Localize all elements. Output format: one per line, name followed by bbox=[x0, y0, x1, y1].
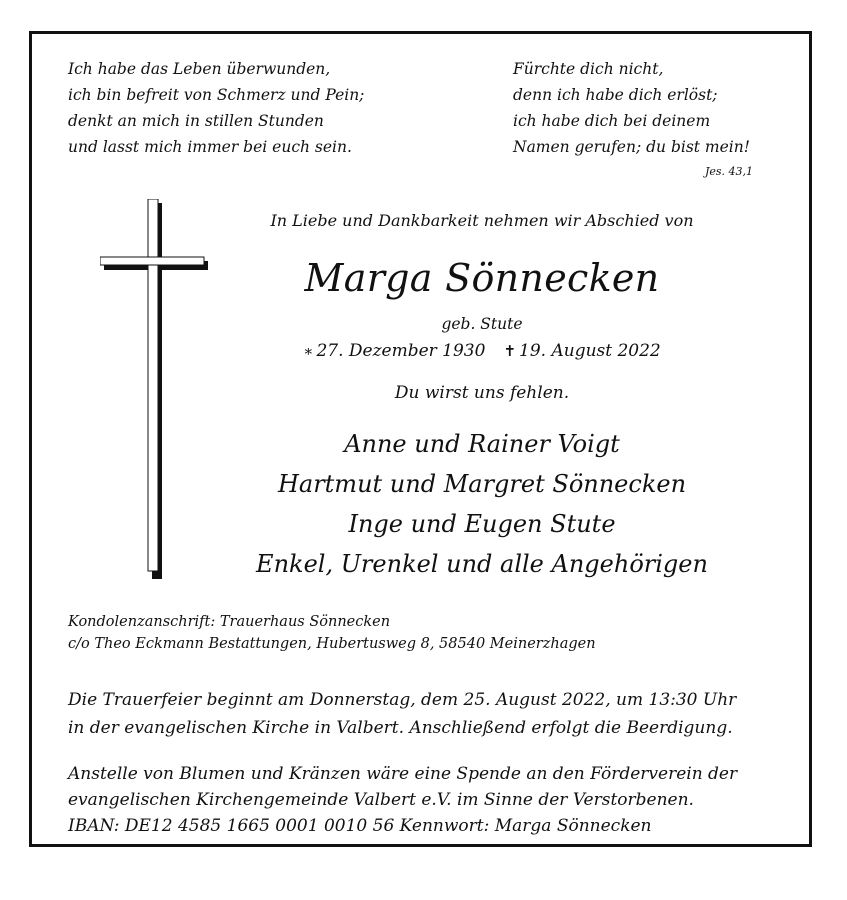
poem-right-line: denn ich habe dich erlöst; bbox=[513, 86, 718, 104]
condolence-address bbox=[68, 611, 596, 655]
born-symbol-icon: ∗ bbox=[303, 342, 314, 360]
poem-left-line: denkt an mich in stillen Stunden bbox=[68, 112, 324, 130]
poem-left bbox=[68, 56, 364, 160]
poem-left-line: und lasst mich immer bei euch sein. bbox=[68, 138, 352, 156]
ceremony-line: Die Trauerfeier beginnt am Donnerstag, dem 25. August 2022, um 13:30 Uhr bbox=[68, 690, 737, 710]
ceremony-line: in der evangelischen Kirche in Valbert. Anschließend erfolgt die Beerdigung. bbox=[68, 718, 733, 738]
mourner-line: Enkel, Urenkel und alle Angehörigen bbox=[256, 550, 708, 578]
poem-right-line: Namen gerufen; du bist mein! bbox=[513, 138, 750, 156]
poem-left-line: ich bin befreit von Schmerz und Pein; bbox=[68, 86, 365, 104]
farewell-text: Du wirst uns fehlen. bbox=[394, 383, 570, 403]
deceased-name: Marga Sönnecken bbox=[304, 256, 660, 300]
poem-right-line: Fürchte dich nicht, bbox=[513, 60, 664, 78]
donation-line: evangelischen Kirchengemeinde Valbert e.V. im Sinne der Verstorbenen. bbox=[68, 790, 694, 810]
mourner-line: Hartmut und Margret Sönnecken bbox=[277, 470, 687, 498]
died-date: 19. August 2022 bbox=[519, 341, 661, 361]
obituary-frame bbox=[29, 31, 812, 847]
donation-line: IBAN: DE12 4585 1665 0001 0010 56 Kennwort: Marga Sönnecken bbox=[68, 816, 652, 836]
life-dates bbox=[232, 341, 732, 361]
donation-info bbox=[68, 761, 737, 839]
born-date: 27. Dezember 1930 bbox=[316, 341, 486, 361]
mourner-line: Inge und Eugen Stute bbox=[348, 510, 616, 538]
died-cross-icon: ✝ bbox=[503, 342, 517, 360]
poem-right-line: ich habe dich bei deinem bbox=[513, 112, 711, 130]
ceremony-info bbox=[68, 686, 736, 742]
poem-right bbox=[513, 56, 750, 160]
mourner-line: Anne und Rainer Voigt bbox=[344, 430, 620, 458]
bible-reference: Jes. 43,1 bbox=[704, 165, 753, 178]
cross-icon bbox=[100, 199, 210, 579]
poem-left-line: Ich habe das Leben überwunden, bbox=[68, 60, 331, 78]
address-line: c/o Theo Eckmann Bestattungen, Hubertusweg 8, 58540 Meinerzhagen bbox=[68, 636, 596, 652]
intro-text: In Liebe und Dankbarkeit nehmen wir Abschied von bbox=[270, 211, 694, 230]
donation-line: Anstelle von Blumen und Kränzen wäre eine Spende an den Förderverein der bbox=[68, 764, 738, 784]
mourners-list bbox=[232, 424, 732, 584]
birth-name: geb. Stute bbox=[441, 315, 523, 333]
address-line: Kondolenzanschrift: Trauerhaus Sönnecken bbox=[68, 614, 391, 630]
